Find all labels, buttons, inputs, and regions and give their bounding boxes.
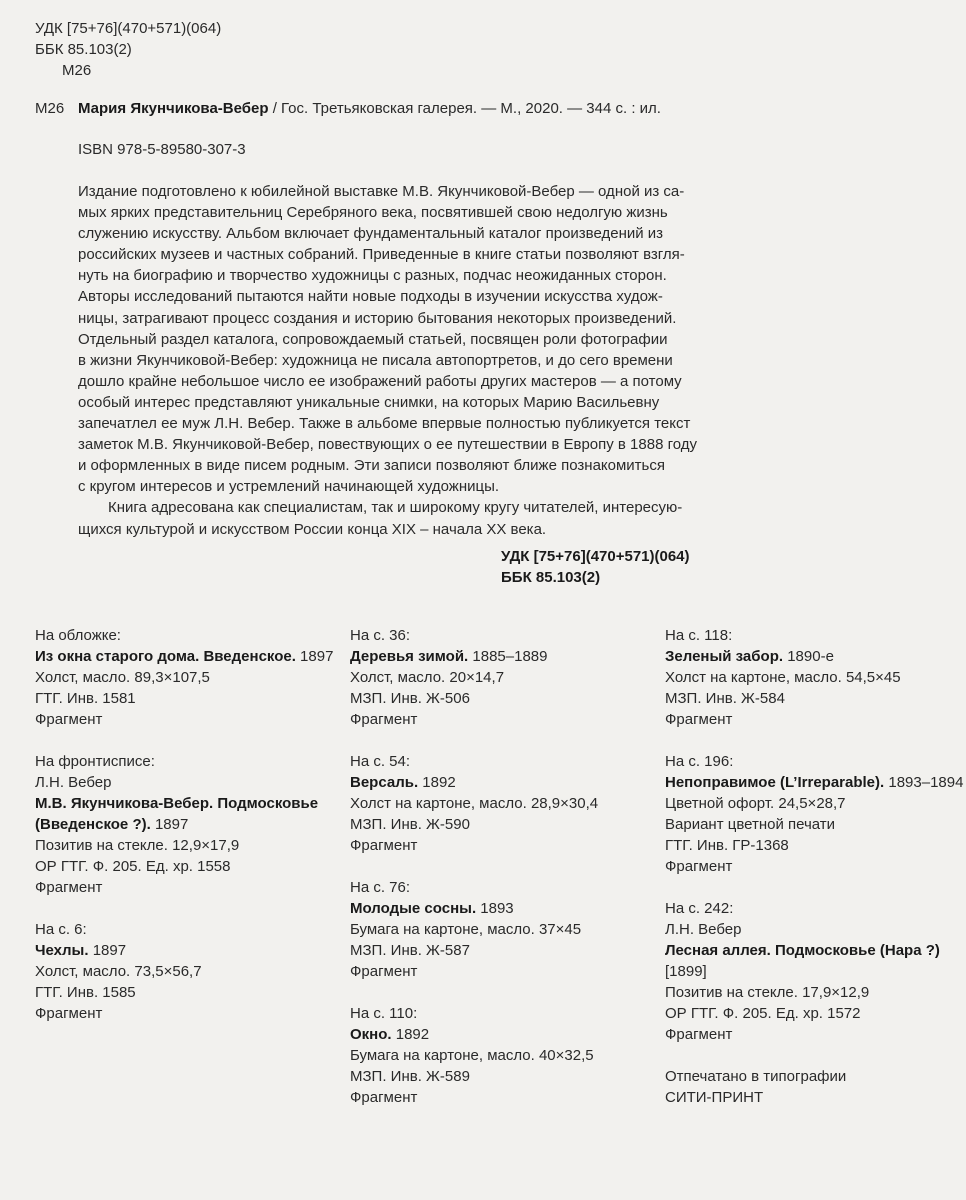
credit-text: На с. 54: <box>350 753 411 770</box>
illustration-credit <box>35 919 333 1024</box>
artwork-title: Версаль. <box>350 774 419 791</box>
annotation-line: ницы, затрагивают процесс создания и историю бытования некоторых произведений. <box>78 309 677 327</box>
credit-line <box>665 835 963 856</box>
illustration-credit <box>35 751 333 898</box>
credit-text: На с. 118: <box>665 627 733 644</box>
annotation-line: в жизни Якунчиковой-Вебер: художница не писала автопортретов, и до сего времени <box>78 351 673 369</box>
credit-text: МЗП. Инв. Ж-584 <box>665 690 785 707</box>
credit-line <box>665 751 963 772</box>
artwork-title: Окно. <box>350 1026 392 1043</box>
credit-text: Фрагмент <box>665 711 733 728</box>
annotation-line: дошло крайне небольшое число ее изображений работы других мастеров — а потому <box>78 372 682 390</box>
credit-text: Фрагмент <box>665 858 733 875</box>
annotation-line: и оформленных в виде писем родным. Эти записи позволяют ближе познакомиться <box>78 457 665 475</box>
annotation-line: российских музеев и частных собраний. Приведенные в книге статьи позволяют взгля- <box>78 246 685 264</box>
author-mark: М26 <box>62 62 92 79</box>
credit-text: Цветной офорт. 24,5×28,7 <box>665 795 846 812</box>
credit-line <box>35 751 333 772</box>
credit-line <box>350 1087 598 1108</box>
annotation-line: с кругом интересов и устремлений начинающей художницы. <box>78 478 500 496</box>
credit-text: 1897 <box>295 648 334 665</box>
credit-line <box>35 646 333 667</box>
annotation-line: запечатлел ее муж Л.Н. Вебер. Также в альбоме впервые полностью публикуется текст <box>78 415 691 433</box>
credit-text: Фрагмент <box>35 1005 103 1022</box>
credit-line <box>350 688 598 709</box>
credit-line <box>35 688 333 709</box>
credit-line <box>665 1024 963 1045</box>
credit-line <box>665 898 963 919</box>
credit-line <box>665 814 963 835</box>
credit-text: Бумага на картоне, масло. 40×32,5 <box>350 1047 594 1064</box>
illustration-credit <box>350 877 598 982</box>
credit-text: Фрагмент <box>35 711 103 728</box>
entry-spacer <box>350 982 598 1003</box>
annotation-line: Издание подготовлено к юбилейной выставке М.В. Якунчиковой-Вебер — одной из са- <box>78 183 685 200</box>
credit-text: 1892 <box>391 1026 430 1043</box>
annotation-line: мых ярких представительниц Серебряного века, посвятившей свою недолгую жизнь <box>78 204 668 222</box>
bbk-code: ББК 85.103(2) <box>501 569 601 586</box>
artwork-title: М.В. Якунчикова-Вебер. Подмосковье <box>35 795 319 812</box>
isbn: ISBN 978-5-89580-307-3 <box>78 141 246 158</box>
artwork-title: Непоправимое (L’Irreparable). <box>665 774 885 791</box>
annotation <box>78 181 698 540</box>
credit-text: На с. 6: <box>35 921 87 938</box>
credit-line <box>35 709 333 730</box>
credit-line <box>350 898 598 919</box>
credit-text: Холст, масло. 89,3×107,5 <box>35 669 210 686</box>
credit-text: ГТГ. Инв. 1581 <box>35 690 136 707</box>
udk-code: УДК [75+76](470+571)(064) <box>501 548 690 565</box>
credit-text: Л.Н. Вебер <box>35 774 112 791</box>
credit-text: Бумага на картоне, масло. 37×45 <box>350 921 582 938</box>
credit-line <box>665 940 963 961</box>
credit-line <box>35 772 333 793</box>
credit-line <box>350 751 598 772</box>
entry-spacer <box>350 730 598 751</box>
credit-text: ОР ГТГ. Ф. 205. Ед. хр. 1572 <box>665 1005 861 1022</box>
credit-line <box>35 625 333 646</box>
annotation-line: Книга адресована как специалистам, так и широкому кругу читателей, интересую- <box>108 499 683 517</box>
credit-line <box>665 961 963 982</box>
annotation-line: заметок М.В. Якунчиковой-Вебер, повествующих о ее путешествии в Европу в 1888 году <box>78 436 697 454</box>
credit-text: Л.Н. Вебер <box>665 921 742 938</box>
annotation-line: нуть на биографию и творчество художницы с разных, подчас неожиданных сторон. <box>78 267 667 285</box>
credit-line <box>665 772 963 793</box>
credit-text: ГТГ. Инв. 1585 <box>35 984 136 1001</box>
credit-line <box>35 814 333 835</box>
credit-text: На фронтисписе: <box>35 753 155 770</box>
credit-line <box>35 877 333 898</box>
credit-line <box>350 709 598 730</box>
annotation-line: особый интерес представляют уникальные снимки, на которых Марию Васильевну <box>78 393 660 411</box>
artwork-title: Молодые сосны. <box>350 900 477 917</box>
credit-line <box>35 835 333 856</box>
credit-text: 1885–1889 <box>468 648 548 665</box>
credit-text: СИТИ-ПРИНТ <box>665 1089 764 1106</box>
credit-text: На с. 36: <box>350 627 411 644</box>
entry-spacer <box>665 730 963 751</box>
illustration-credit <box>350 751 598 856</box>
annotation-line: служению искусству. Альбом включает фундаментальный каталог произведений из <box>78 225 664 243</box>
annotation-line: щихся культурой и искусством России конца XIX – начала XX века. <box>78 520 547 538</box>
artwork-title: Из окна старого дома. Введенское. <box>35 648 296 665</box>
credit-text: Фрагмент <box>35 879 103 896</box>
credit-line <box>35 793 333 814</box>
annotation-line: Отдельный раздел каталога, сопровождаемый статьей, посвящен роли фотографии <box>78 330 668 348</box>
credit-line <box>665 1066 963 1087</box>
credit-line <box>35 940 333 961</box>
publication-details: / Гос. Третьяковская галерея. — М., 2020. — 344 с. : ил. <box>268 100 661 117</box>
credit-text: На с. 76: <box>350 879 411 896</box>
illustration-credit <box>350 1003 598 1108</box>
credit-line <box>350 919 598 940</box>
credit-text: Фрагмент <box>350 1089 418 1106</box>
credit-line <box>350 667 598 688</box>
illustration-credit <box>665 751 963 877</box>
credit-line <box>35 982 333 1003</box>
illustration-credit <box>665 625 963 730</box>
credit-text: Холст на картоне, масло. 28,9×30,4 <box>350 795 599 812</box>
credit-line <box>665 1003 963 1024</box>
book-title: Мария Якунчикова-Вебер <box>78 100 269 117</box>
credit-line <box>665 1087 963 1108</box>
credit-line <box>350 1066 598 1087</box>
credit-text: 1893–1894 <box>884 774 964 791</box>
credit-text: Отпечатано в типографии <box>665 1068 847 1085</box>
credit-text: 1893 <box>476 900 514 917</box>
credit-text: Фрагмент <box>665 1026 733 1043</box>
credit-line <box>350 646 598 667</box>
credit-line <box>665 919 963 940</box>
artwork-title: Деревья зимой. <box>350 648 469 665</box>
credit-line <box>350 814 598 835</box>
credit-line <box>350 877 598 898</box>
credit-line <box>350 1003 598 1024</box>
credit-line <box>350 1024 598 1045</box>
illustration-credits-column-1 <box>35 625 333 1024</box>
illustration-credits-column-3 <box>665 625 963 1108</box>
illustration-credit <box>350 625 598 730</box>
credit-text: МЗП. Инв. Ж-589 <box>350 1068 470 1085</box>
credit-line <box>665 646 963 667</box>
credit-text: На с. 110: <box>350 1005 418 1022</box>
credit-text: Фрагмент <box>350 837 418 854</box>
credit-text: Позитив на стекле. 17,9×12,9 <box>665 984 870 1001</box>
credit-line <box>665 982 963 1003</box>
credit-line <box>350 940 598 961</box>
entry-spacer <box>665 877 963 898</box>
annotation-line: Авторы исследований пытаются найти новые подходы в изучении искусства худож- <box>78 288 663 306</box>
credit-text: 1892 <box>418 774 456 791</box>
artwork-title: Зеленый забор. <box>665 648 784 665</box>
entry-spacer <box>35 730 333 751</box>
credit-line <box>665 709 963 730</box>
credit-text: 1897 <box>150 816 189 833</box>
classification-codes-header <box>35 18 221 81</box>
credit-line <box>35 667 333 688</box>
credit-text: Холст на картоне, масло. 54,5×45 <box>665 669 901 686</box>
credit-text: [1899] <box>665 963 707 980</box>
credit-line <box>35 961 333 982</box>
credit-text: Фрагмент <box>350 711 418 728</box>
credit-text: МЗП. Инв. Ж-587 <box>350 942 470 959</box>
bibliographic-record <box>35 98 661 119</box>
credit-text: 1890-е <box>783 648 834 665</box>
credit-text: Позитив на стекле. 12,9×17,9 <box>35 837 240 854</box>
credit-line <box>665 856 963 877</box>
credit-text: Вариант цветной печати <box>665 816 836 833</box>
credit-text: Фрагмент <box>350 963 418 980</box>
illustration-credit <box>665 1066 963 1108</box>
credit-line <box>665 793 963 814</box>
credit-line <box>665 688 963 709</box>
credit-text: МЗП. Инв. Ж-590 <box>350 816 470 833</box>
credit-text: Холст, масло. 20×14,7 <box>350 669 505 686</box>
artwork-title: Лесная аллея. Подмосковье (Нара ?) <box>665 942 940 959</box>
credit-text: ГТГ. Инв. ГР-1368 <box>665 837 789 854</box>
credit-line <box>350 961 598 982</box>
credit-line <box>350 793 598 814</box>
credit-text: Холст, масло. 73,5×56,7 <box>35 963 202 980</box>
artwork-title: Чехлы. <box>35 942 89 959</box>
credit-line <box>350 1045 598 1066</box>
credit-line <box>350 625 598 646</box>
credit-line <box>35 919 333 940</box>
author-mark-code: М26 <box>35 100 65 117</box>
credit-text: На с. 242: <box>665 900 734 917</box>
credit-text: 1897 <box>88 942 127 959</box>
udk-code: УДК [75+76](470+571)(064) <box>35 20 222 37</box>
artwork-title: (Введенское ?). <box>35 816 151 833</box>
credit-text: МЗП. Инв. Ж-506 <box>350 690 470 707</box>
credit-line <box>665 667 963 688</box>
entry-spacer <box>665 1045 963 1066</box>
credit-line <box>35 856 333 877</box>
illustration-credits-column-2 <box>350 625 598 1108</box>
classification-codes-footer <box>501 546 690 588</box>
credit-text: На с. 196: <box>665 753 734 770</box>
illustration-credit <box>665 898 963 1045</box>
credit-text: ОР ГТГ. Ф. 205. Ед. хр. 1558 <box>35 858 231 875</box>
credit-text: На обложке: <box>35 627 121 644</box>
credit-line <box>350 772 598 793</box>
bbk-code: ББК 85.103(2) <box>35 41 132 58</box>
illustration-credit <box>35 625 333 730</box>
entry-spacer <box>350 856 598 877</box>
entry-spacer <box>35 898 333 919</box>
credit-line <box>350 835 598 856</box>
credit-line <box>665 625 963 646</box>
credit-line <box>35 1003 333 1024</box>
